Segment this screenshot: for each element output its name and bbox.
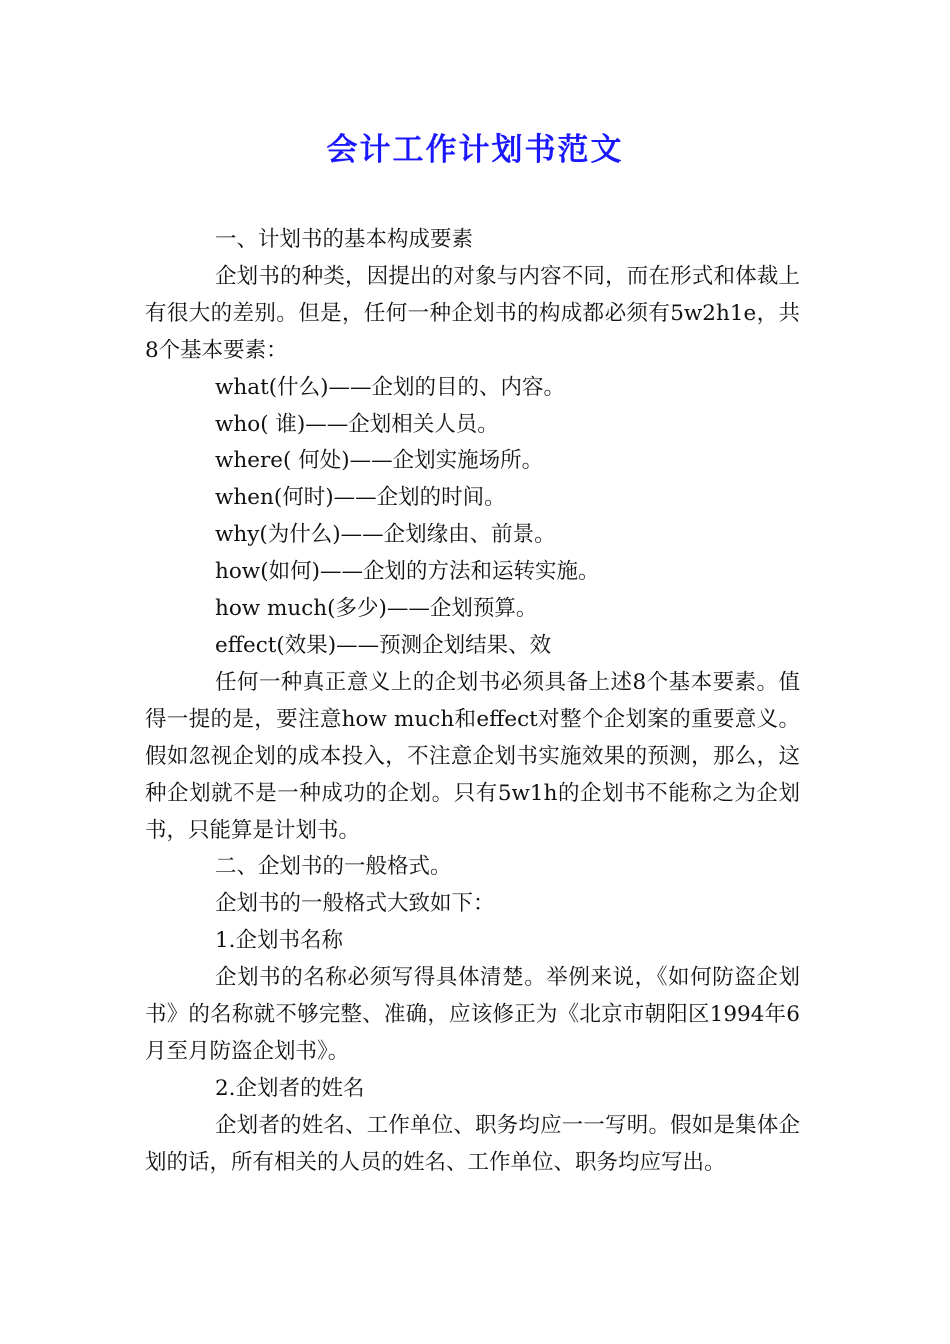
paragraph-author: 企划者的姓名、工作单位、职务均应一一写明。假如是集体企划的话，所有相关的人员的姓名、工作单位、职务均应写出。 <box>145 1112 800 1175</box>
subheading-author: 2.企划者的姓名 <box>215 1075 365 1101</box>
section-heading-1: 一、计划书的基本构成要素 <box>215 227 474 252</box>
paragraph-name: 企划书的名称必须写得具体清楚。举例来说，《如何防盗企划书》的名称就不够完整、准确，应该修正为《北京市朝阳区1994年6月至月防盗企划书》。 <box>145 965 800 1064</box>
element-where: where( 何处)——企划实施场所。 <box>215 448 544 474</box>
subheading-name: 1.企划书名称 <box>215 928 344 954</box>
element-when: when(何时)——企划的时间。 <box>215 485 506 511</box>
element-what: what(什么)——企划的目的、内容。 <box>215 374 565 400</box>
page-title: 会计工作计划书范文 <box>326 132 624 168</box>
element-how-much: how much(多少)——企划预算。 <box>215 596 538 622</box>
element-why: why(为什么)——企划缘由、前景。 <box>215 522 556 548</box>
element-effect: effect(效果)——预测企划结果、效 <box>215 632 552 658</box>
paragraph-intro: 企划书的种类，因提出的对象与内容不同，而在形式和体裁上有很大的差别。但是，任何一种企划书的构成都必须有5w2h1e，共8个基本要素： <box>145 263 800 363</box>
section-heading-2: 二、企划书的一般格式。 <box>215 854 452 880</box>
document-body <box>145 222 800 1182</box>
paragraph-format-intro: 企划书的一般格式大致如下： <box>215 891 495 917</box>
paragraph-requirements: 任何一种真正意义上的企划书必须具备上述8个基本要素。值得一提的是，要注意how much和effect对整个企划案的重要意义。假如忽视企划的成本投入，不注意企划书实施效果的预测，那么，这种企划就不是一种成功的企划。只有5w1h的企划书不能称之为企划书，只能算是计划书。 <box>145 669 800 843</box>
element-how: how(如何)——企划的方法和运转实施。 <box>215 559 600 585</box>
element-who: who( 谁)——企划相关人员。 <box>215 411 499 437</box>
